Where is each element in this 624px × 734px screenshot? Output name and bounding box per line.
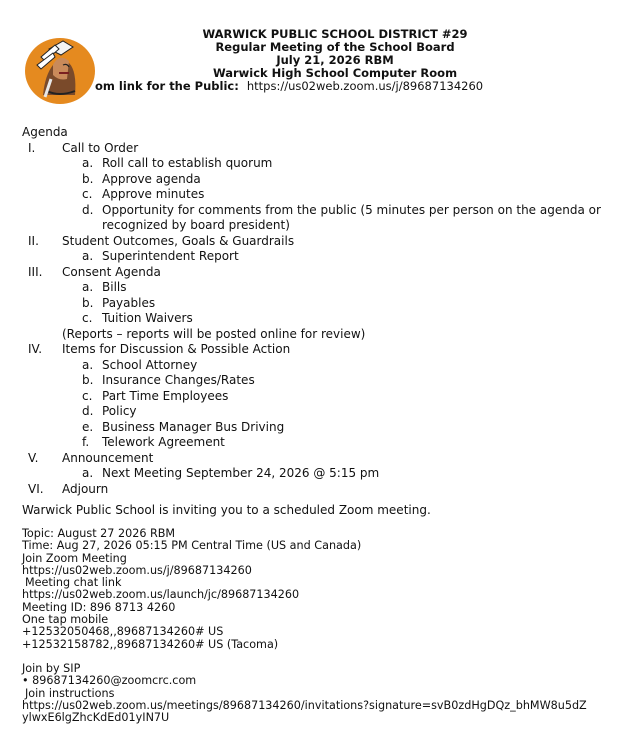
agenda-subitem <box>22 187 607 203</box>
agenda-subitem <box>22 296 607 312</box>
agenda-subitem <box>22 389 607 405</box>
meeting-location: Warwick High School Computer Room <box>212 66 458 80</box>
subitem-text: Approve agenda <box>102 171 201 186</box>
item-number: IV. <box>28 342 43 356</box>
agenda-subitem <box>22 172 607 188</box>
zoom-instructions-link[interactable]: https://us02web.zoom.us/meetings/89687134260/invitations?signature=svB0zdHgDQz_bhMW8u5dZ <box>22 698 587 712</box>
agenda-subitem <box>22 280 607 296</box>
meeting-header <box>95 28 575 93</box>
public-zoom-line <box>95 80 575 93</box>
subitem-letter: b. <box>82 171 94 186</box>
zoom-one-tap-label: One tap mobile <box>22 613 109 627</box>
agenda-item <box>22 265 607 281</box>
subitem-letter: a. <box>82 156 94 170</box>
subitem-letter: d. <box>82 404 94 418</box>
subitem-text: Opportunity for comments from the public (5 minutes per person on the agenda or recognized by board president) <box>102 202 601 232</box>
district-logo <box>23 35 98 105</box>
item-number: III. <box>28 264 43 279</box>
public-zoom-link[interactable]: https://us02web.zoom.us/j/89687134260 <box>246 79 484 93</box>
zoom-invite-text: Warwick Public School is inviting you to a scheduled Zoom meeting. <box>22 503 431 517</box>
subitem-text: Approve minutes <box>102 187 205 201</box>
item-number: V. <box>28 450 39 465</box>
agenda-subitem <box>22 156 607 172</box>
zoom-sip-label: Join by SIP <box>22 661 81 675</box>
subitem-text: Tuition Waivers <box>102 311 193 325</box>
public-zoom-label: om link for the Public: <box>95 79 239 93</box>
agenda-item <box>22 451 607 467</box>
agenda-subitem <box>22 404 607 420</box>
agenda-item <box>22 141 607 157</box>
agenda-subitem <box>22 466 607 482</box>
agenda-item <box>22 482 607 498</box>
agenda-subitem <box>22 420 607 436</box>
subitem-text: Next Meeting September 24, 2026 @ 5:15 pm <box>102 466 380 480</box>
agenda-subitem <box>22 203 607 234</box>
subitem-letter: d. <box>82 202 94 217</box>
zoom-join-link[interactable]: https://us02web.zoom.us/j/89687134260 <box>22 563 252 577</box>
subitem-text: Business Manager Bus Driving <box>102 419 285 434</box>
item-label: Items for Discussion & Possible Action <box>62 342 291 356</box>
item-label: Announcement <box>62 450 154 465</box>
zoom-tap-number[interactable]: +12532050468,,89687134260# US <box>22 625 224 639</box>
item-number: I. <box>28 140 36 155</box>
district-name: WARWICK PUBLIC SCHOOL DISTRICT #29 <box>202 27 468 41</box>
subitem-text: Payables <box>102 295 156 310</box>
zoom-chat-link[interactable]: https://us02web.zoom.us/launch/jc/89687134260 <box>22 588 300 602</box>
item-label: Call to Order <box>62 140 139 155</box>
agenda-subitem <box>22 358 607 374</box>
zoom-tap-number[interactable]: +12532158782,,89687134260# US (Tacoma) <box>22 637 279 651</box>
zoom-sip-address: • 89687134260@zoomcrc.com <box>22 674 197 688</box>
zoom-topic: Topic: August 27 2026 RBM <box>22 527 176 540</box>
agenda-item <box>22 234 607 250</box>
zoom-instructions-link-cont[interactable]: ylwxE6lgZhcKdEd01yIN7U <box>22 711 170 725</box>
subitem-letter: c. <box>82 388 93 403</box>
agenda-item <box>22 342 607 358</box>
subitem-letter: a. <box>82 357 94 372</box>
subitem-text: School Attorney <box>102 357 198 372</box>
subitem-letter: f. <box>82 435 90 449</box>
item-label: Student Outcomes, Goals & Guardrails <box>62 233 295 248</box>
subitem-letter: c. <box>82 311 93 325</box>
subitem-text: Roll call to establish quorum <box>102 156 273 170</box>
agenda-title: Agenda <box>22 125 68 139</box>
consent-note: (Reports – reports will be posted online for review) <box>62 326 366 341</box>
agenda-subitem <box>22 311 607 327</box>
subitem-text: Superintendent Report <box>102 249 239 263</box>
item-number: II. <box>28 233 39 248</box>
subitem-letter: e. <box>82 419 94 434</box>
zoom-chat-label: Meeting chat link <box>25 576 122 590</box>
subitem-text: Telework Agreement <box>102 435 225 449</box>
item-label: Consent Agenda <box>62 264 161 279</box>
agenda-subitem <box>22 249 607 265</box>
agenda <box>22 125 607 497</box>
subitem-letter: b. <box>82 295 94 310</box>
zoom-join-label: Join Zoom Meeting <box>22 551 127 565</box>
meeting-type: Regular Meeting of the School Board <box>215 40 455 54</box>
subitem-letter: a. <box>82 280 94 294</box>
subitem-text: Bills <box>102 280 127 294</box>
zoom-time: Time: Aug 27, 2026 05:15 PM Central Time (US and Canada) <box>22 539 362 553</box>
subitem-text: Part Time Employees <box>102 388 229 403</box>
subitem-letter: b. <box>82 373 94 387</box>
agenda-subitem <box>22 435 607 451</box>
zoom-meeting-id: Meeting ID: 896 8713 4260 <box>22 600 176 614</box>
subitem-letter: a. <box>82 249 94 263</box>
subitem-text: Insurance Changes/Rates <box>102 373 255 387</box>
meeting-date: July 21, 2026 RBM <box>276 53 394 67</box>
zoom-details <box>22 528 612 724</box>
subitem-text: Policy <box>102 404 137 418</box>
item-label: Adjourn <box>62 481 109 496</box>
zoom-instructions-label: Join instructions <box>25 686 115 700</box>
agenda-subitem <box>22 373 607 389</box>
item-number: VI. <box>28 481 44 496</box>
subitem-letter: a. <box>82 466 94 480</box>
subitem-letter: c. <box>82 187 93 201</box>
